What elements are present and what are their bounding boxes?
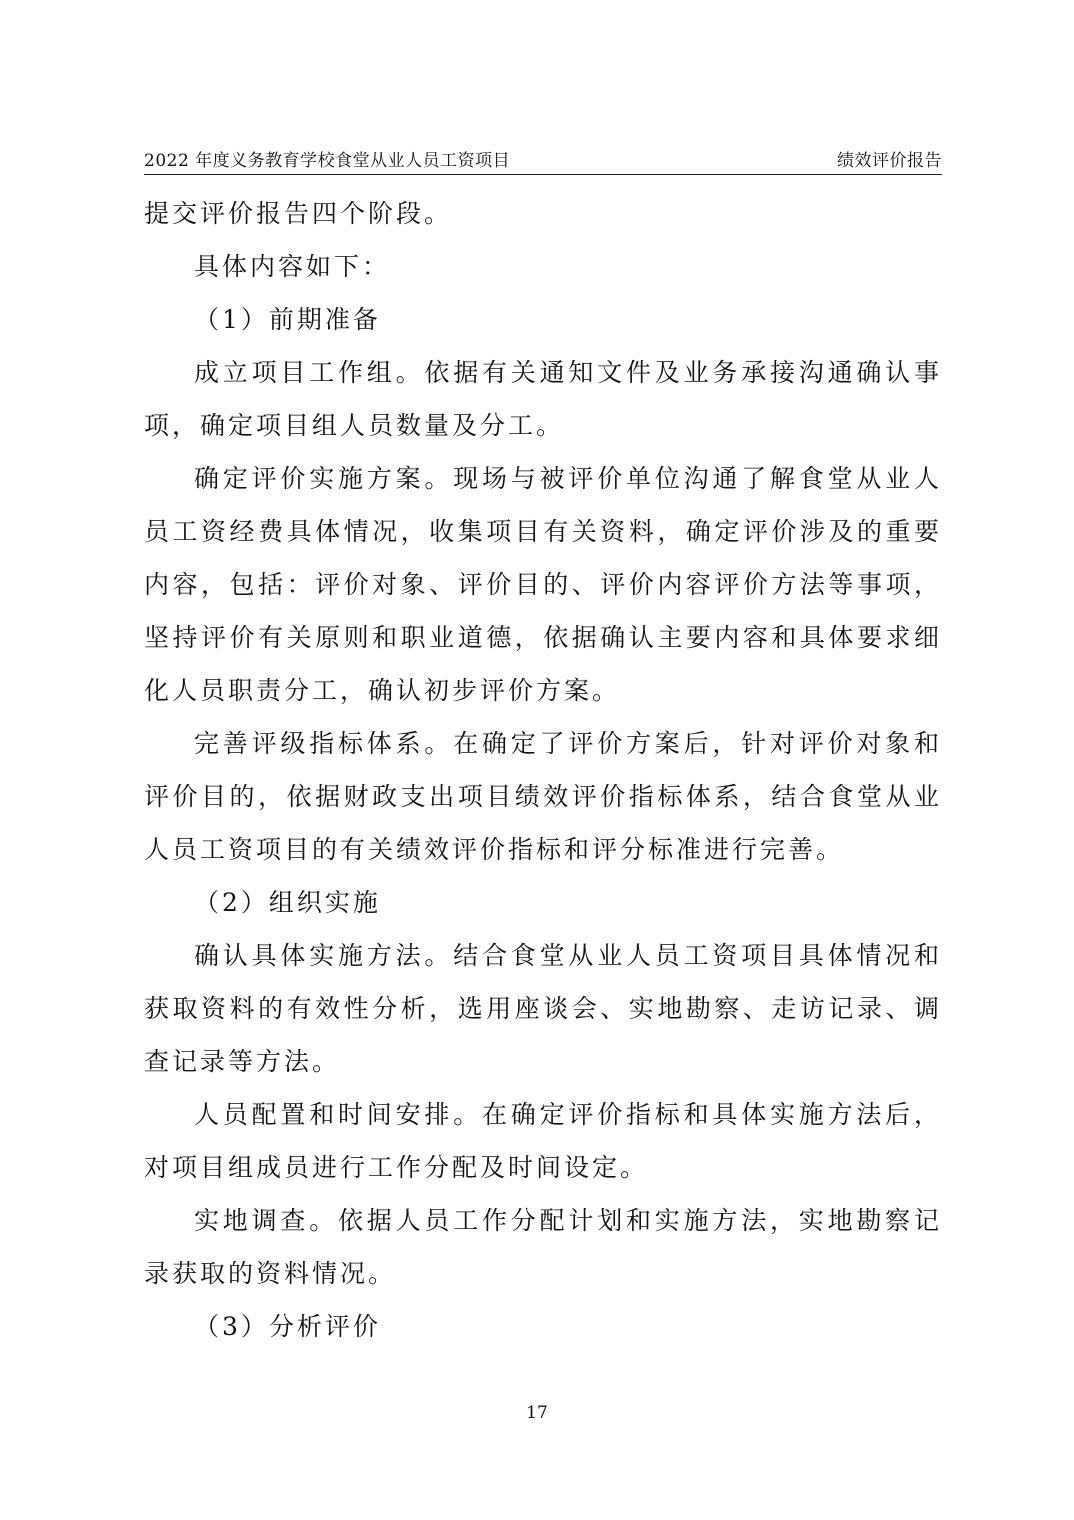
section-heading-analysis: （3）分析评价 bbox=[194, 1312, 381, 1341]
paragraph-continuation: 提交评价报告四个阶段。 bbox=[144, 199, 453, 228]
paragraph-team-setup: 成立项目工作组。依据有关通知文件及业务承接沟通确认事项，确定项目组人员数量及分工。 bbox=[144, 358, 942, 440]
page-body bbox=[144, 187, 942, 1353]
paragraph-indicator-system: 完善评级指标体系。在确定了评价方案后，针对评价对象和评价目的，依据财政支出项目绩效评价指标体系，结合食堂从业人员工资项目的有关绩效评价指标和评分标准进行完善。 bbox=[144, 729, 942, 864]
header-report-title: 2022 年度义务教育学校食堂从业人员工资项目 bbox=[144, 151, 511, 171]
page-header bbox=[144, 148, 942, 175]
section-heading-preparation: （1）前期准备 bbox=[194, 305, 381, 334]
page-number: 17 bbox=[526, 1403, 548, 1423]
paragraph-methods: 确认具体实施方法。结合食堂从业人员工资项目具体情况和获取资料的有效性分析，选用座谈会、实地勘察、走访记录、调查记录等方法。 bbox=[144, 941, 942, 1076]
paragraph-field-survey: 实地调查。依据人员工作分配计划和实施方法，实地勘察记录获取的资料情况。 bbox=[144, 1206, 942, 1288]
paragraph-intro: 具体内容如下： bbox=[194, 252, 391, 281]
header-report-type: 绩效评价报告 bbox=[837, 151, 942, 171]
paragraph-evaluation-plan: 确定评价实施方案。现场与被评价单位沟通了解食堂从业人员工资经费具体情况，收集项目有关资料，确定评价涉及的重要内容，包括：评价对象、评价目的、评价内容评价方法等事项，坚持评价有关原则和职业道德，依据确认主要内容和具体要求细化人员职责分工，确认初步评价方案。 bbox=[144, 464, 942, 705]
section-heading-implementation: （2）组织实施 bbox=[194, 888, 381, 917]
paragraph-staffing: 人员配置和时间安排。在确定评价指标和具体实施方法后，对项目组成员进行工作分配及时间设定。 bbox=[144, 1100, 942, 1182]
